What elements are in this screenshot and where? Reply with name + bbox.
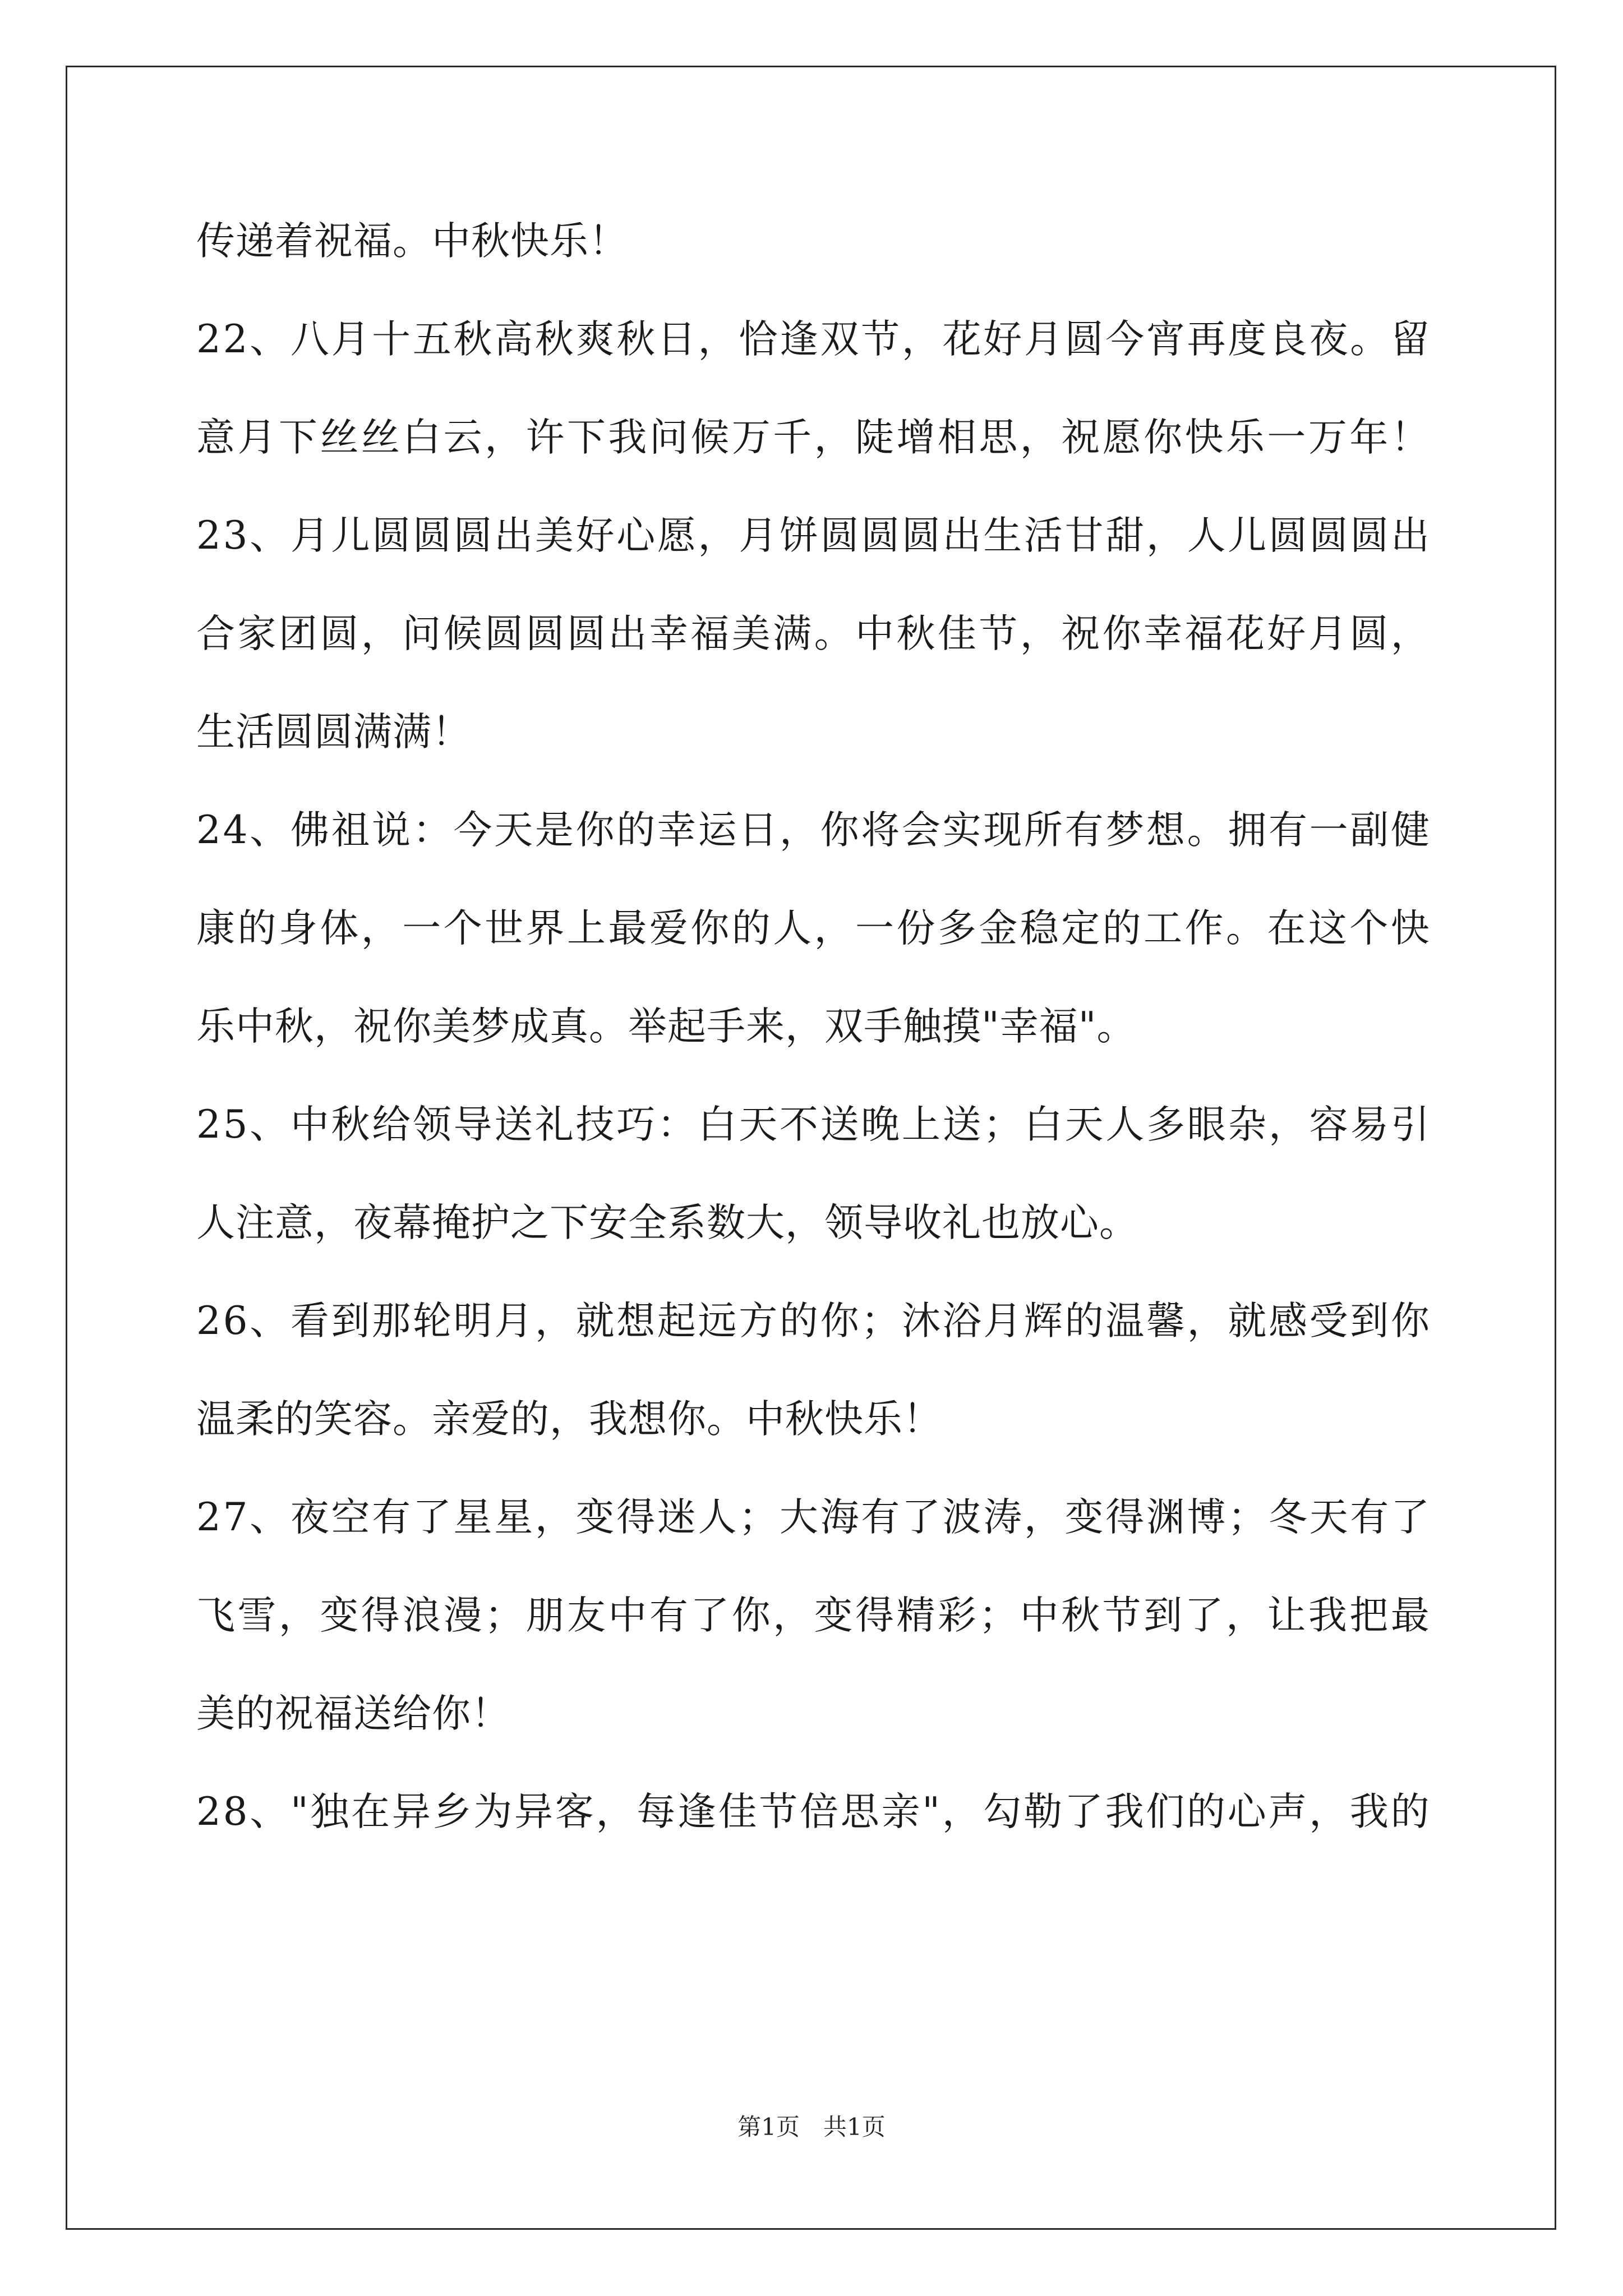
text-line: 2 8 、 " 独 在 异 乡 为 异 客 ， 每 逢 佳 节 倍 思 亲 " ， 勾 勒 了 我 们 的 心 声 ， 我 的	[196, 1789, 1430, 1834]
text-line: 人注意，夜幕掩护之下安全系数大，领导收礼也放心。	[196, 1200, 1138, 1245]
text-line: 2 4 、 佛 祖 说 ： 今 天 是 你 的 幸 运 日 ， 你 将 会 实 现 所 有 梦 想 。 拥 有 一 副 健	[196, 808, 1430, 853]
text-line: 传递着祝福。中秋快乐！	[196, 219, 628, 264]
text-line: 温柔的笑容。亲爱的，我想你。中秋快乐！	[196, 1397, 942, 1442]
text-line: 2 5 、 中 秋 给 领 导 送 礼 技 巧 ： 白 天 不 送 晚 上 送 ； 白 天 人 多 眼 杂 ， 容 易 引	[196, 1102, 1430, 1147]
text-line: 美的祝福送给你！	[196, 1691, 510, 1736]
text-line: 2 3 、 月 儿 圆 圆 圆 出 美 好 心 愿 ， 月 饼 圆 圆 圆 出 生 活 甘 甜 ， 人 儿 圆 圆 圆 出	[196, 513, 1430, 558]
text-line: 2 7 、 夜 空 有 了 星 星 ， 变 得 迷 人 ； 大 海 有 了 波 涛 ， 变 得 渊 博 ； 冬 天 有 了	[196, 1495, 1430, 1540]
text-line: 康 的 身 体 ， 一 个 世 界 上 最 爱 你 的 人 ， 一 份 多 金 稳 定 的 工 作 。 在 这 个 快	[196, 906, 1430, 951]
text-line: 合 家 团 圆 ， 问 候 圆 圆 圆 出 幸 福 美 满 。 中 秋 佳 节 ， 祝 你 幸 福 花 好 月 圆 ，	[196, 611, 1430, 656]
text-line: 2 6 、 看 到 那 轮 明 月 ， 就 想 起 远 方 的 你 ； 沐 浴 月 辉 的 温 馨 ， 就 感 受 到 你	[196, 1299, 1430, 1343]
document-body	[196, 213, 1430, 1882]
text-line: 飞 雪 ， 变 得 浪 漫 ； 朋 友 中 有 了 你 ， 变 得 精 彩 ； 中 秋 节 到 了 ， 让 我 把 最	[196, 1593, 1430, 1638]
text-line: 2 2 、 八 月 十 五 秋 高 秋 爽 秋 日 ， 恰 逢 双 节 ， 花 好 月 圆 今 宵 再 度 良 夜 。 留	[196, 317, 1430, 362]
page-footer: 第1页 共1页	[737, 2113, 886, 2141]
text-line: 意 月 下 丝 丝 白 云 ， 许 下 我 问 候 万 千 ， 陡 增 相 思 ， 祝 愿 你 快 乐 一 万 年 ！	[196, 415, 1430, 460]
text-line: 乐中秋，祝你美梦成真。举起手来，双手触摸"幸福"。	[196, 1004, 1136, 1049]
text-line: 生活圆圆满满！	[196, 710, 471, 754]
